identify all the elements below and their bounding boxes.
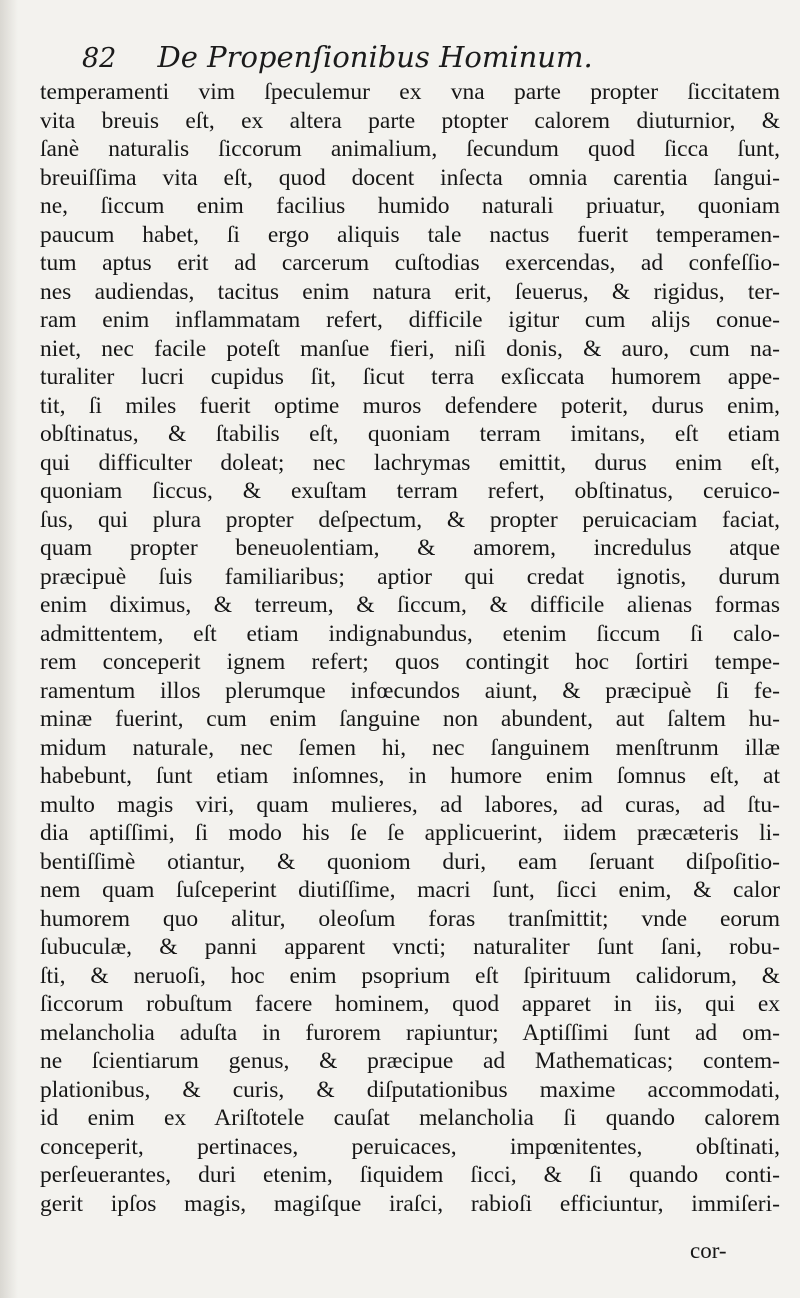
catchword: cor- (690, 1238, 727, 1263)
text-line: ram enim inflammatam refert, difficile igitur cum alijs conue- (40, 307, 780, 333)
text-line: admittentem, eſt etiam indignabundus, etenim ſiccum ſi calo- (40, 620, 780, 647)
text-line: ſiccorum robuſtum facere hominem, quod apparet in iis, qui ex (40, 991, 780, 1017)
text-line: multo magis viri, quam mulieres, ad labores, ad curas, ad ſtu- (40, 791, 780, 818)
text-line: paucum habet, ſi ergo aliquis tale nactus fuerit temperamen- (40, 221, 780, 248)
text-line: breuiſſima vita eſt, quod docent inſecta omnia carentia ſangui- (40, 164, 780, 191)
text-line: ne ſcientiarum genus, & præcipue ad Mathematicas; contem- (40, 1048, 780, 1074)
body-text (40, 78, 780, 1218)
text-line: bentiſſimè otiantur, & quoniom duri, eam ſeruant diſpoſitio- (40, 848, 780, 875)
text-line: melancholia aduſta in furorem rapiuntur; Aptiſſimi ſunt ad om- (40, 1019, 780, 1046)
text-line: præcipuè ſuis familiaribus; aptior qui credat ignotis, durum (40, 563, 780, 590)
text-line: nes audiendas, tacitus enim natura erit, ſeuerus, & rigidus, ter- (40, 278, 780, 305)
page-header (82, 40, 593, 74)
text-line: midum naturale, nec ſemen hi, nec ſanguinem menſtrunm illæ (40, 734, 780, 761)
text-line: vita breuis eſt, ex altera parte ptopter calorem diuturnior, & (40, 107, 780, 134)
text-line: turaliter lucri cupidus ſit, ſicut terra exſiccata humorem appe- (40, 364, 780, 390)
text-line: tum aptus erit ad carcerum cuſtodias exercendas, ad confeſſio- (40, 250, 780, 276)
text-line: ramentum illos plerumque infœcundos aiunt, & præcipuè ſi fe- (40, 677, 780, 704)
text-line: minæ fuerint, cum enim ſanguine non abundent, aut ſaltem hu- (40, 706, 780, 732)
running-title: De Propenſionibus Hominum. (157, 40, 593, 74)
text-line: enim diximus, & terreum, & ſiccum, & difficile alienas formas (40, 592, 780, 618)
text-line: rem conceperit ignem refert; quos contingit hoc ſortiri tempe- (40, 649, 780, 675)
text-line: conceperit, pertinaces, peruicaces, impœnitentes, obſtinati, (40, 1133, 780, 1160)
text-line: ſus, qui plura propter deſpectum, & propter peruicaciam faciat, (40, 506, 780, 533)
text-line: humorem quo alitur, oleoſum foras tranſmittit; vnde eorum (40, 905, 780, 932)
text-line: temperamenti vim ſpeculemur ex vna parte propter ſiccitatem (40, 79, 780, 105)
text-line: ſubuculæ, & panni apparent vncti; naturaliter ſunt ſani, robu- (40, 934, 780, 960)
text-line: plationibus, & curis, & diſputationibus maxime accommodati, (40, 1076, 780, 1103)
text-line: quoniam ſiccus, & exuſtam terram refert, obſtinatus, ceruico- (40, 478, 780, 504)
text-line: ſanè naturalis ſiccorum animalium, ſecundum quod ſicca ſunt, (40, 136, 780, 162)
text-line: ne, ſiccum enim facilius humido naturali priuatur, quoniam (40, 193, 780, 219)
text-line: nem quam ſuſceperint diutiſſime, macri ſunt, ſicci enim, & calor (40, 877, 780, 903)
text-line: quam propter beneuolentiam, & amorem, incredulus atque (40, 535, 780, 561)
text-line: id enim ex Ariſtotele cauſat melancholia ſi quando calorem (40, 1105, 780, 1131)
text-line: perſeuerantes, duri etenim, ſiquidem ſicci, & ſi quando conti- (40, 1162, 780, 1188)
text-line: dia aptiſſimi, ſi modo his ſe ſe applicuerint, iidem præcæteris li- (40, 820, 780, 846)
page-gutter-shadow (0, 0, 18, 1298)
text-line: gerit ipſos magis, magiſque iraſci, rabioſi efficiuntur, immiſeri- (40, 1190, 780, 1217)
page-number: 82 (82, 43, 117, 74)
text-line: habebunt, ſunt etiam inſomnes, in humore enim ſomnus eſt, at (40, 763, 780, 789)
text-line: niet, nec facile poteſt manſue fieri, niſi donis, & auro, cum na- (40, 335, 780, 362)
text-line: tit, ſi miles fuerit optime muros defendere poterit, durus enim, (40, 392, 780, 419)
text-line: qui difficulter doleat; nec lachrymas emittit, durus enim eſt, (40, 449, 780, 476)
text-line: obſtinatus, & ſtabilis eſt, quoniam terram imitans, eſt etiam (40, 421, 780, 447)
text-line: ſti, & neruoſi, hoc enim psoprium eſt ſpirituum calidorum, & (40, 962, 780, 989)
